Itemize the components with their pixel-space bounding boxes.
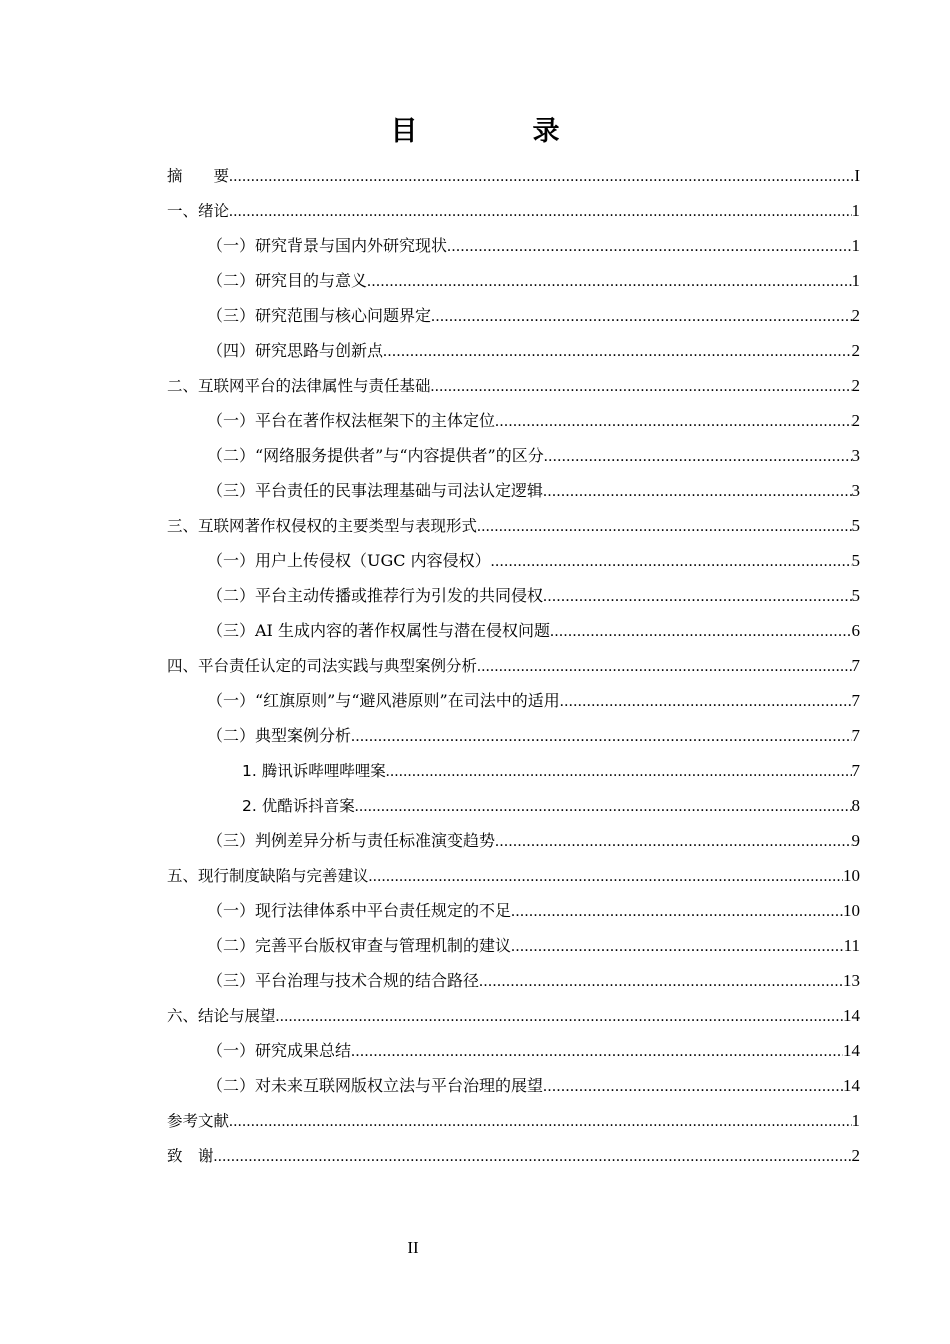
toc-entry-label: 参考文献 (167, 1112, 230, 1130)
dot-leader (369, 859, 843, 893)
toc-entry-page: 2 (851, 306, 860, 325)
dot-leader (355, 789, 852, 823)
dot-leader (477, 509, 851, 543)
toc-entry-page: 13 (843, 971, 860, 990)
toc-entry-label: （二）典型案例分析 (207, 726, 352, 745)
dot-leader (383, 334, 851, 368)
dot-leader (479, 964, 843, 998)
toc-entry-label: 1. 腾讯诉哔哩哔哩案 (242, 762, 386, 780)
toc-entry[interactable] (167, 228, 860, 263)
toc-entry-page: 1 (851, 201, 860, 220)
toc-entry-label: 四、平台责任认定的司法实践与典型案例分析 (167, 657, 478, 675)
dot-leader (560, 684, 852, 718)
toc-entry-page: 7 (851, 656, 860, 675)
toc-entry-page: I (854, 166, 860, 185)
toc-entry[interactable] (167, 298, 860, 333)
toc-entry[interactable] (167, 613, 860, 648)
toc-entry-label: （三）AI 生成内容的著作权属性与潜在侵权问题 (207, 621, 550, 640)
toc-entry[interactable] (167, 1138, 860, 1173)
toc-entry-label: （一）用户上传侵权（UGC 内容侵权） (207, 551, 491, 570)
toc-entry-label: （一）研究成果总结 (207, 1041, 352, 1060)
toc-entry-label: 六、结论与展望 (167, 1007, 276, 1025)
toc-entry-page: 7 (851, 761, 860, 780)
table-of-contents (167, 158, 860, 1173)
toc-entry-label: 致 谢 (167, 1147, 214, 1165)
toc-entry[interactable] (167, 508, 860, 543)
toc-entry-page: 1 (851, 1111, 860, 1130)
dot-leader (495, 824, 851, 858)
toc-entry-page: 10 (843, 866, 860, 885)
toc-entry-label: 一、绪论 (167, 202, 230, 220)
dot-leader (543, 474, 851, 508)
dot-leader (229, 1104, 851, 1138)
toc-entry-page: 3 (851, 481, 860, 500)
toc-entry[interactable] (167, 473, 860, 508)
dot-leader (431, 299, 851, 333)
toc-entry-label: （一）平台在著作权法框架下的主体定位 (207, 411, 496, 430)
dot-leader (491, 544, 852, 578)
toc-entry[interactable] (167, 158, 860, 193)
toc-entry-page: 1 (851, 271, 860, 290)
toc-entry-label: （四）研究思路与创新点 (207, 341, 384, 360)
toc-entry[interactable] (167, 788, 860, 823)
toc-entry-label: 五、现行制度缺陷与完善建议 (167, 867, 369, 885)
dot-leader (214, 1139, 852, 1173)
toc-entry[interactable] (167, 403, 860, 438)
toc-entry-page: 6 (851, 621, 860, 640)
toc-entry[interactable] (167, 648, 860, 683)
toc-entry-label: （二）“网络服务提供者”与“内容提供者”的区分 (207, 446, 544, 465)
toc-entry-label: （二）平台主动传播或推荐行为引发的共同侵权 (207, 586, 544, 605)
toc-entry-label: 2. 优酷诉抖音案 (242, 797, 355, 815)
toc-entry-label: （一）“红旗原则”与“避风港原则”在司法中的适用 (207, 691, 560, 710)
toc-entry-label: 摘 要 (167, 167, 230, 185)
toc-entry-page: 2 (851, 376, 860, 395)
toc-entry-page: 5 (851, 516, 860, 535)
toc-entry-page: 5 (851, 586, 860, 605)
toc-entry-page: 7 (851, 691, 860, 710)
toc-entry[interactable] (167, 998, 860, 1033)
toc-entry-label: （三）平台责任的民事法理基础与司法认定逻辑 (207, 481, 544, 500)
dot-leader (367, 264, 851, 298)
toc-entry[interactable] (167, 543, 860, 578)
toc-entry-page: 11 (843, 936, 860, 955)
dot-leader (351, 719, 851, 753)
toc-entry[interactable] (167, 823, 860, 858)
toc-entry-label: （三）平台治理与技术合规的结合路径 (207, 971, 480, 990)
toc-entry[interactable] (167, 578, 860, 613)
toc-entry-label: （一）研究背景与国内外研究现状 (207, 236, 448, 255)
toc-entry[interactable] (167, 858, 860, 893)
toc-entry-page: 14 (843, 1006, 860, 1025)
toc-entry-label: （二）研究目的与意义 (207, 271, 368, 290)
toc-entry-label: 三、互联网著作权侵权的主要类型与表现形式 (167, 517, 478, 535)
dot-leader (495, 404, 851, 438)
toc-entry[interactable] (167, 1103, 860, 1138)
toc-entry[interactable] (167, 683, 860, 718)
toc-entry[interactable] (167, 1068, 860, 1103)
toc-title: 目 录 (390, 116, 604, 147)
toc-entry[interactable] (167, 263, 860, 298)
dot-leader (511, 894, 843, 928)
toc-entry[interactable] (167, 368, 860, 403)
toc-entry[interactable] (167, 718, 860, 753)
dot-leader (351, 1034, 843, 1068)
toc-entry-page: 8 (851, 796, 860, 815)
toc-entry-label: （一）现行法律体系中平台责任规定的不足 (207, 901, 512, 920)
toc-entry-label: （三）研究范围与核心问题界定 (207, 306, 432, 325)
toc-entry-page: 7 (851, 726, 860, 745)
toc-entry-page: 3 (851, 446, 860, 465)
toc-entry-page: 14 (843, 1076, 860, 1095)
page-number-footer: II (407, 1238, 419, 1257)
toc-entry[interactable] (167, 928, 860, 963)
toc-entry-label: （三）判例差异分析与责任标准演变趋势 (207, 831, 496, 850)
dot-leader (276, 999, 843, 1033)
dot-leader (477, 649, 851, 683)
dot-leader (229, 159, 854, 193)
dot-leader (447, 229, 851, 263)
toc-entry[interactable] (167, 438, 860, 473)
dot-leader (386, 754, 852, 788)
toc-entry-label: 二、互联网平台的法律属性与责任基础 (167, 377, 431, 395)
toc-entry[interactable] (167, 193, 860, 228)
toc-entry[interactable] (167, 333, 860, 368)
toc-entry[interactable] (167, 893, 860, 928)
toc-entry-page: 10 (843, 901, 860, 920)
toc-entry[interactable] (167, 963, 860, 998)
dot-leader (431, 369, 852, 403)
toc-entry-label: （二）完善平台版权审查与管理机制的建议 (207, 936, 512, 955)
toc-entry-page: 9 (851, 831, 860, 850)
toc-entry-label: （二）对未来互联网版权立法与平台治理的展望 (207, 1076, 544, 1095)
toc-entry-page: 2 (851, 1146, 860, 1165)
toc-entry[interactable] (167, 753, 860, 788)
dot-leader (543, 579, 851, 613)
toc-entry-page: 14 (843, 1041, 860, 1060)
toc-entry-page: 1 (851, 236, 860, 255)
toc-entry-page: 2 (851, 341, 860, 360)
dot-leader (229, 194, 851, 228)
dot-leader (543, 1069, 843, 1103)
toc-entry[interactable] (167, 1033, 860, 1068)
toc-entry-page: 2 (851, 411, 860, 430)
toc-entry-page: 5 (851, 551, 860, 570)
dot-leader (544, 439, 852, 473)
dot-leader (511, 929, 844, 963)
dot-leader (550, 614, 852, 648)
